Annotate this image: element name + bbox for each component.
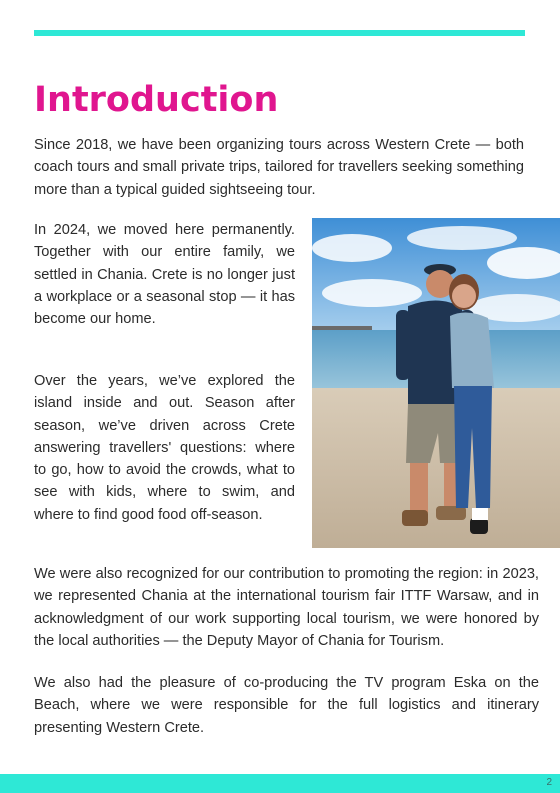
tv-program-paragraph: We also had the pleasure of co-producing the TV program Eska on the Beach, where we were responsible for the full logistics and itinerary presenting Western Crete. — [34, 675, 539, 736]
bottom-accent-bar — [0, 774, 560, 793]
top-accent-bar — [34, 30, 525, 36]
page-title: Introduction — [34, 80, 279, 120]
intro-paragraph-1: Since 2018, we have been organizing tours across Western Crete — both coach tours and small private trips, tailored for travellers seeking something more than a typical guided sightseeing tour. — [34, 137, 524, 198]
page-number: 2 — [546, 777, 552, 788]
recognition-paragraph: We were also recognized for our contribution to promoting the region: in 2023, we represented Chania at the international tourism fair ITTF Warsaw, and in acknowledgment of our work supporting local tourism, we were honored by the local authorities — the Deputy Mayor of Chania for Tourism. — [34, 566, 539, 649]
intro-paragraph-3: Over the years, we’ve explored the island inside and out. Season after season, we’ve driven across Crete answering travellers' questions: where to go, how to avoid the crowds, what to see with kids, where to swim, and where to find good food off-season. — [34, 373, 295, 523]
intro-paragraph-2: In 2024, we moved here permanently. Together with our entire family, we settled in Chania. Crete is no longer just a workplace or a seasonal stop — it has become our home. — [34, 222, 295, 328]
couple-beach-photo — [312, 218, 560, 548]
